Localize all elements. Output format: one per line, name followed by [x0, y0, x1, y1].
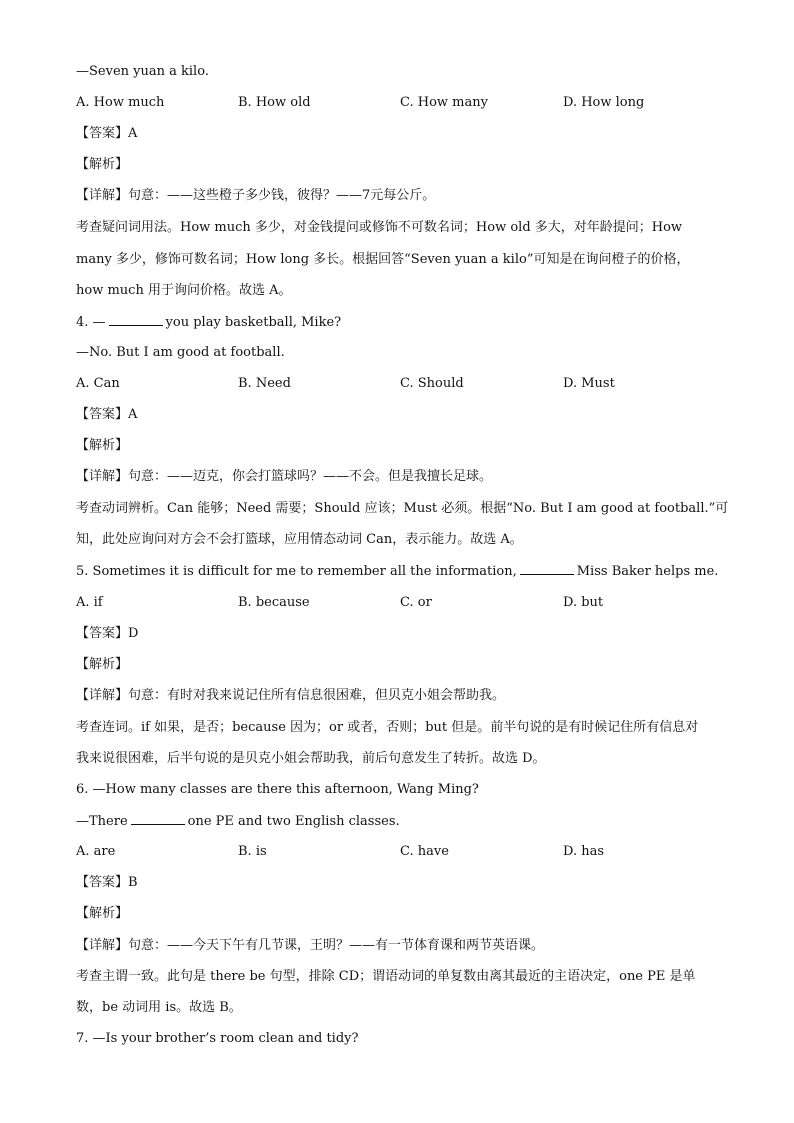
q6-option-b: B. is: [238, 844, 267, 859]
q4-answer: 【答案】A: [76, 407, 138, 422]
q3-detail: 【详解】句意：——这些橙子多少钱，彼得？——7元每公斤。: [76, 188, 436, 203]
q4-stem-post: you play basketball, Mike?: [165, 315, 342, 330]
q5-stem-pre: 5. Sometimes it is difficult for me to remember all the information,: [76, 564, 517, 579]
q6-detail: 【详解】句意：——今天下午有几节课，王明？——有一节体育课和两节英语课。: [76, 938, 545, 953]
q3-analysis-label: 【解析】: [76, 157, 129, 172]
q6-blank[interactable]: [131, 812, 185, 825]
q3-option-a: A. How much: [76, 95, 165, 110]
q6-explain-1: 考查主谓一致。此句是 there be 句型，排除 CD；谓语动词的单复数由离其最近的主语决定，one PE 是单: [76, 969, 696, 984]
q4-detail: 【详解】句意：——迈克，你会打篮球吗？——不会。但是我擅长足球。: [76, 469, 493, 484]
q5-option-b: B. because: [238, 595, 310, 610]
q5-explain-2: 我来说很困难，后半句说的是贝克小姐会帮助我，前后句意发生了转折。故选 D。: [76, 751, 546, 766]
q6-reply-post: one PE and two English classes.: [187, 814, 400, 829]
q6-option-a: A. are: [76, 844, 116, 859]
q3-option-b: B. How old: [238, 95, 311, 110]
q6-explain-2: 数，be 动词用 is。故选 B。: [76, 1000, 242, 1015]
q4-analysis-label: 【解析】: [76, 438, 129, 453]
q6-analysis-label: 【解析】: [76, 906, 129, 921]
q5-analysis-label: 【解析】: [76, 657, 129, 672]
q4-option-b: B. Need: [238, 376, 291, 391]
q5-option-d: D. but: [563, 595, 604, 610]
q3-answer-line: —Seven yuan a kilo.: [76, 64, 209, 79]
q3-explain-2: many 多少，修饰可数名词；How long 多长。根据回答“Seven yuan a kilo”可知是在询问橙子的价格，: [76, 252, 690, 267]
q4-option-c: C. Should: [400, 376, 464, 391]
q4-stem-pre: 4. —: [76, 315, 106, 330]
q5-explain-1: 考查连词。if 如果，是否；because 因为；or 或者，否则；but 但是。前半句说的是有时候记住所有信息对: [76, 720, 699, 735]
q6-stem: 6. —How many classes are there this afternoon, Wang Ming?: [76, 782, 479, 797]
q3-answer: 【答案】A: [76, 126, 138, 141]
q4-stem: [76, 313, 726, 332]
q5-stem: [76, 562, 726, 581]
q3-explain-3: how much 用于询问价格。故选 A。: [76, 283, 292, 298]
q3-explain-1: 考查疑问词用法。How much 多少，对金钱提问或修饰不可数名词；How old 多大，对年龄提问；How: [76, 220, 683, 235]
q5-option-a: A. if: [76, 595, 103, 610]
q5-stem-post: Miss Baker helps me.: [576, 564, 719, 579]
q4-option-a: A. Can: [76, 376, 120, 391]
q7-stem: 7. —Is your brother’s room clean and tidy?: [76, 1031, 359, 1046]
q6-option-d: D. has: [563, 844, 605, 859]
q6-reply-pre: —There: [76, 814, 128, 829]
q3-option-c: C. How many: [400, 95, 488, 110]
q4-explain-1: 考查动词辨析。Can 能够；Need 需要；Should 应该；Must 必须。根据“No. But I am good at football.”可: [76, 501, 729, 516]
q4-option-d: D. Must: [563, 376, 615, 391]
q4-reply: —No. But I am good at football.: [76, 345, 285, 360]
q4-explain-2: 知，此处应询问对方会不会打篮球，应用情态动词 Can，表示能力。故选 A。: [76, 532, 523, 547]
q6-option-c: C. have: [400, 844, 449, 859]
q5-blank[interactable]: [520, 562, 574, 575]
q4-blank[interactable]: [109, 313, 163, 326]
q5-detail: 【详解】句意：有时对我来说记住所有信息很困难，但贝克小姐会帮助我。: [76, 688, 506, 703]
q3-option-d: D. How long: [563, 95, 645, 110]
q6-answer: 【答案】B: [76, 875, 138, 890]
q5-answer: 【答案】D: [76, 626, 139, 641]
q5-option-c: C. or: [400, 595, 432, 610]
q6-reply: [76, 812, 726, 831]
